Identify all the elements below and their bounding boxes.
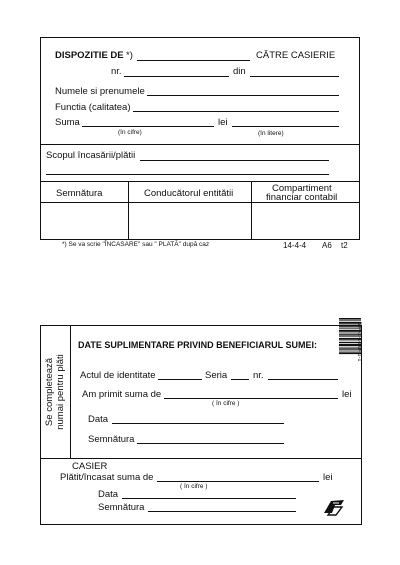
nr-field[interactable] — [124, 76, 229, 77]
conducatorul-cell[interactable] — [129, 203, 250, 239]
numele-field[interactable] — [147, 95, 339, 96]
scopul-field-1[interactable] — [140, 160, 329, 161]
din-field[interactable] — [250, 76, 339, 77]
title-footnote-mark: *) — [126, 50, 133, 61]
am-primit-lei-label: lei — [342, 389, 352, 400]
form-code: 14-4-4 — [283, 241, 307, 250]
casier-semnatura-field[interactable] — [148, 511, 296, 512]
am-primit-field[interactable] — [164, 398, 338, 399]
dispozitie-type-field[interactable] — [137, 60, 250, 61]
functia-field[interactable] — [133, 111, 339, 112]
compartiment-cell[interactable] — [252, 203, 359, 239]
platit-hint: ( în cifre ) — [180, 483, 208, 490]
suma-litere-field[interactable] — [232, 126, 339, 127]
signature-table-top — [40, 181, 360, 182]
semnatura-cell[interactable] — [41, 203, 127, 239]
form-title: DISPOZITIE DE — [55, 50, 124, 61]
seria-label: Seria — [205, 370, 228, 381]
platit-label: Plătit/încasat suma de — [60, 472, 154, 483]
actul-label: Actul de identitate — [80, 370, 156, 381]
am-primit-label: Am primit suma de — [82, 389, 162, 400]
din-label: din — [233, 66, 246, 77]
beneficiar-form-frame — [40, 325, 362, 525]
compartiment-header-1: Compartiment — [272, 183, 332, 194]
semnatura-header: Semnătura — [56, 188, 103, 199]
seria-field[interactable] — [231, 379, 249, 380]
side-label-line-2: numai pentru plăti — [55, 354, 66, 430]
platit-lei-label: lei — [323, 472, 333, 483]
suma-label: Suma — [55, 117, 80, 128]
compartiment-header-2: financiar contabil — [266, 192, 338, 203]
actul-field[interactable] — [158, 379, 202, 380]
am-primit-hint: ( în cifre ) — [212, 400, 240, 407]
publisher-logo-icon — [322, 497, 346, 517]
casier-separator — [40, 458, 362, 459]
semnatura-label-2: Semnătura — [88, 434, 135, 445]
nr-field-2[interactable] — [268, 379, 338, 380]
data-field[interactable] — [112, 423, 284, 424]
conducatorul-header: Conducătorul entitătii — [144, 188, 234, 199]
casier-data-label: Data — [98, 489, 119, 500]
scopul-field-2[interactable] — [46, 174, 329, 175]
separator-line — [40, 144, 360, 145]
scopul-label: Scopul încasării/plătii — [46, 150, 136, 161]
nr-label-2: nr. — [253, 370, 264, 381]
in-litere-hint: (în litere) — [258, 130, 284, 137]
form-variant: t2 — [341, 241, 348, 250]
data-label: Data — [88, 414, 109, 425]
beneficiar-title: DATE SUPLIMENTARE PRIVIND BENEFICIARUL SUMEI: — [78, 340, 318, 350]
form-format: A6 — [322, 241, 332, 250]
nr-label: nr. — [111, 66, 122, 77]
platit-field[interactable] — [157, 481, 319, 482]
suma-cifre-field[interactable] — [82, 126, 214, 127]
casier-data-field[interactable] — [122, 498, 296, 499]
footnote-text: *) Se va scrie "ÎNCASARE" sau " PLATĂ" după caz — [62, 241, 210, 248]
semnatura-field-2[interactable] — [137, 443, 284, 444]
side-label-line-1: Se completează — [44, 357, 55, 427]
suma-lei-label: lei — [218, 117, 228, 128]
functia-label: Functia (calitatea) — [55, 102, 131, 113]
to-casierie-label: CĂTRE CASIERIE — [256, 50, 336, 61]
casier-label: CASIER — [72, 461, 108, 472]
casier-semnatura-label: Semnătura — [98, 502, 145, 513]
side-divider — [70, 325, 71, 458]
in-cifre-hint: (în cifre) — [118, 129, 142, 136]
numele-label: Numele si prenumele — [55, 86, 145, 97]
